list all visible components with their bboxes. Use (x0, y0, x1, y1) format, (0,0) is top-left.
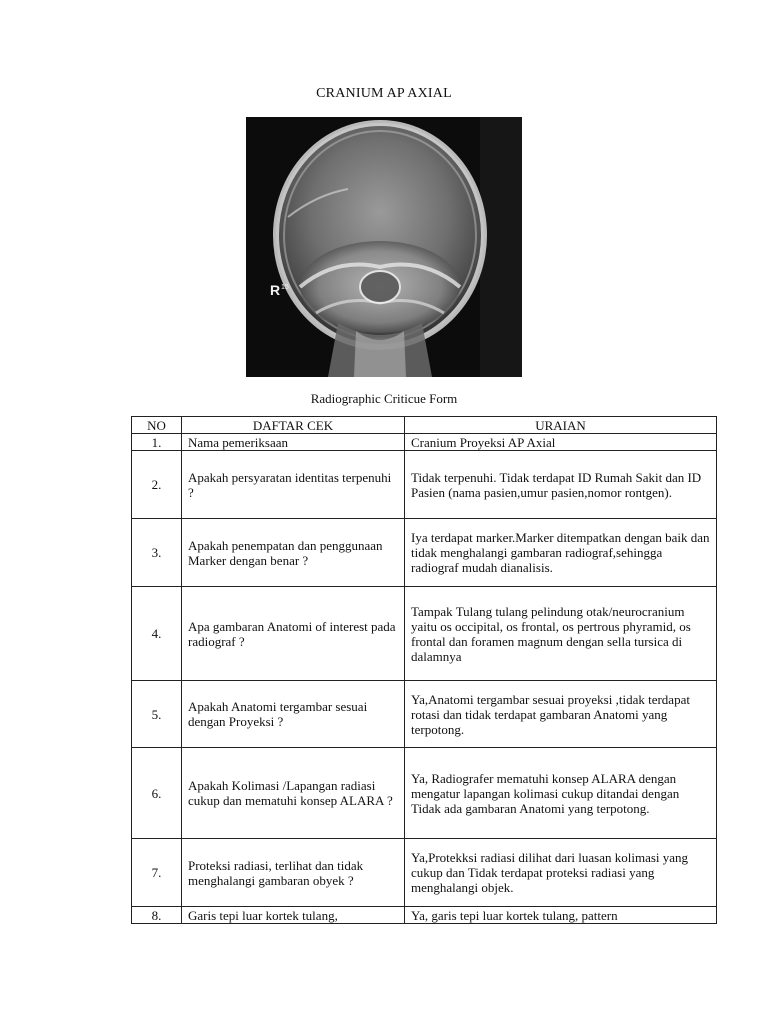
row-check: Apakah persyaratan identitas terpenuhi ? (182, 451, 405, 519)
row-check: Apakah penempatan dan penggunaan Marker dengan benar ? (182, 519, 405, 587)
row-check: Apakah Kolimasi /Lapangan radiasi cukup dan mematuhi konsep ALARA ? (182, 748, 405, 839)
row-check: Nama pemeriksaan (182, 434, 405, 451)
table-row (132, 519, 717, 587)
row-check: Garis tepi luar kortek tulang, (182, 907, 405, 924)
row-desc: Ya, Radiografer mematuhi konsep ALARA dengan mengatur lapangan kolimasi cukup ditandai dengan Tidak ada gambaran Anatomi yang terpotong. (405, 748, 717, 839)
row-check: Apakah Anatomi tergambar sesuai dengan Proyeksi ? (182, 681, 405, 748)
header-desc: URAIAN (405, 417, 717, 434)
table-row (132, 681, 717, 748)
row-number: 6. (132, 748, 182, 839)
row-desc: Ya, garis tepi luar kortek tulang, pattern (405, 907, 717, 924)
table-row (132, 434, 717, 451)
row-check: Proteksi radiasi, terlihat dan tidak menghalangi gambaran obyek ? (182, 839, 405, 907)
form-title: Radiographic Criticue Form (310, 391, 458, 406)
row-desc: Iya terdapat marker.Marker ditempatkan dengan baik dan tidak menghalangi gambaran radiograf,sehingga radiograf mudah dianalisis. (405, 519, 717, 587)
marker-label: R (270, 282, 281, 298)
table-header-row (132, 417, 717, 434)
row-number: 2. (132, 451, 182, 519)
row-number: 7. (132, 839, 182, 907)
table-row (132, 839, 717, 907)
header-check: DAFTAR CEK (182, 417, 405, 434)
table-row (132, 907, 717, 924)
row-number: 1. (132, 434, 182, 451)
table-row (132, 451, 717, 519)
row-check: Apa gambaran Anatomi of interest pada radiograf ? (182, 587, 405, 681)
row-number: 4. (132, 587, 182, 681)
row-desc: Tampak Tulang tulang pelindung otak/neurocranium yaitu os occipital, os frontal, os pertrous phyramid, os frontal dan foramen magnum dengan sella tursica di dalamnya (405, 587, 717, 681)
row-desc: Tidak terpenuhi. Tidak terdapat ID Rumah Sakit dan ID Pasien (nama pasien,umur pasien,nomor rontgen). (405, 451, 717, 519)
table-row (132, 587, 717, 681)
marker-number: 15 (281, 284, 289, 291)
row-desc: Cranium Proyeksi AP Axial (405, 434, 717, 451)
header-no: NO (132, 417, 182, 434)
row-desc: Ya,Protekksi radiasi dilihat dari luasan kolimasi yang cukup dan Tidak terdapat proteksi radiasi yang menghalangi objek. (405, 839, 717, 907)
critique-table (131, 416, 717, 924)
row-number: 8. (132, 907, 182, 924)
row-desc: Ya,Anatomi tergambar sesuai proyeksi ,tidak terdapat rotasi dan tidak terdapat gambaran Anatomi yang terpotong. (405, 681, 717, 748)
table-row (132, 748, 717, 839)
row-number: 5. (132, 681, 182, 748)
document-title: CRANIUM AP AXIAL (316, 86, 452, 101)
row-number: 3. (132, 519, 182, 587)
skull-xray-image (246, 117, 522, 377)
